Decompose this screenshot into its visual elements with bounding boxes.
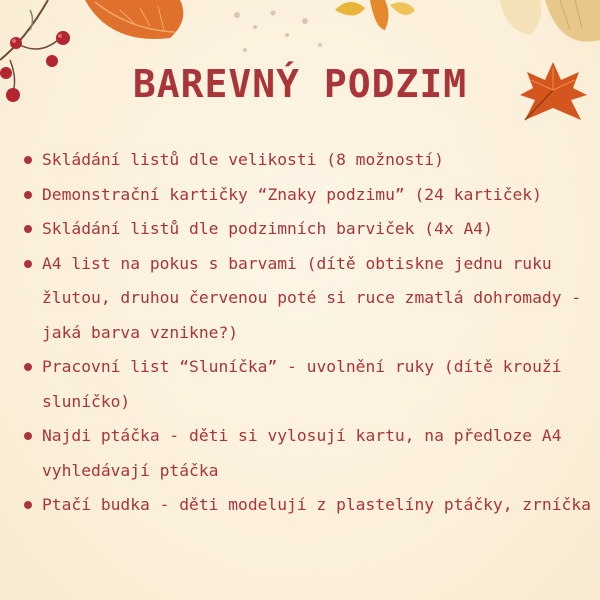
list-item-text: Skládání listů dle velikosti (8 možností)	[42, 150, 444, 169]
list-item	[22, 212, 594, 247]
list-item-text: Ptačí budka - děti modelují z plastelíny ptáčky, zrníčka	[42, 495, 591, 514]
list-item-text: Pracovní list “Sluníčka” - uvolnění ruky (dítě krouží sluníčko)	[42, 357, 562, 411]
orange-leaf-icon	[80, 0, 190, 45]
list-item	[22, 350, 594, 419]
bullet-icon	[24, 225, 32, 233]
bullet-icon	[24, 363, 32, 371]
list-item	[22, 143, 594, 178]
bullet-icon	[24, 260, 32, 268]
activity-list	[22, 143, 594, 523]
list-item-text: A4 list na pokus s barvami (dítě obtiskne jednu ruku žlutou, druhou červenou poté si ruce zmatlá dohromady - jaká barva vznikne?)	[42, 253, 582, 342]
list-item-text: Najdi ptáčka - děti si vylosují kartu, na předloze A4 vyhledávají ptáčka	[42, 426, 562, 480]
bullet-icon	[24, 191, 32, 199]
list-item	[22, 247, 594, 351]
yellow-leaves-icon	[330, 0, 420, 35]
list-item	[22, 419, 594, 488]
list-item	[22, 178, 594, 213]
speckle-dots-icon	[225, 5, 335, 65]
bullet-icon	[24, 501, 32, 509]
bullet-icon	[24, 156, 32, 164]
list-item-text: Demonstrační kartičky “Znaky podzimu” (24 kartiček)	[42, 184, 542, 204]
list-item	[22, 488, 594, 523]
page-title: BAREVNÝ PODZIM	[132, 62, 468, 106]
list-item-text: Skládání listů dle podzimních barviček (4x A4)	[42, 219, 493, 238]
bullet-icon	[24, 432, 32, 440]
